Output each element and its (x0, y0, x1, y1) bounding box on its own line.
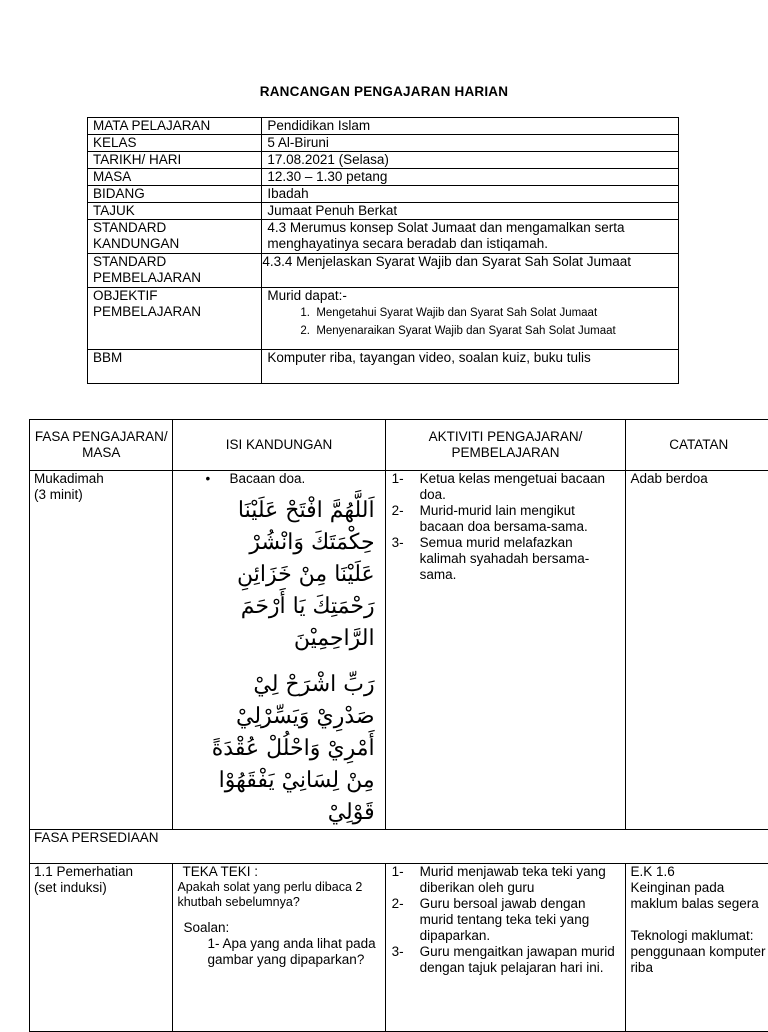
arabic-line: صَدْرِيْ وَيَسِّرْلِيْ (177, 701, 374, 733)
fasa-title: 1.1 Pemerhatian (34, 864, 168, 880)
catatan-ek: E.K 1.6 (630, 864, 767, 880)
label-tarikh: TARIKH/ HARI (88, 152, 262, 169)
arabic-line: رَبِّ اشْرَحْ لِيْ (177, 669, 374, 701)
item-number: 1. (300, 307, 310, 319)
label-line: PEMBELAJARAN (93, 304, 257, 320)
list-item (390, 864, 622, 896)
doa-iftitah (177, 495, 380, 829)
header-catatan: CATATAN (626, 420, 768, 471)
mukadimah-isi (173, 471, 385, 830)
item-text: Menyenaraikan Syarat Wajib dan Syarat Sah Solat Jumaat (316, 325, 615, 337)
value-kelas: 5 Al-Biruni (262, 135, 679, 152)
lesson-activity-table (29, 419, 768, 1032)
value-standard-kandungan: 4.3 Merumus konsep Solat Jumaat dan mengamalkan serta menghayatinya secara beradab dan istiqamah. (262, 220, 679, 254)
mukadimah-aktiviti (385, 471, 626, 830)
list-item (297, 322, 674, 340)
arabic-line: اَللَّهُمَّ افْتَحْ عَلَيْنَا (177, 495, 374, 527)
value-mata-pelajaran: Pendidikan Islam (262, 118, 679, 135)
label-mata-pelajaran: MATA PELAJARAN (88, 118, 262, 135)
teka-teki-question: Apakah solat yang perlu dibaca 2 khutbah sebelumnya? (177, 880, 380, 910)
item-text: Guru mengaitkan jawapan murid dengan tajuk pelajaran hari ini. (420, 944, 615, 975)
item-number: 3- (392, 944, 404, 960)
arabic-line: قَوْلِيْ (177, 797, 374, 829)
value-objektif (262, 288, 679, 350)
objektif-list (267, 304, 674, 340)
list-item (390, 471, 622, 503)
item-text: Murid menjawab teka teki yang diberikan oleh guru (420, 864, 606, 895)
label-bidang: BIDANG (88, 186, 262, 203)
header-aktiviti: AKTIVITI PENGAJARAN/ PEMBELAJARAN (385, 420, 626, 471)
arabic-line: مِنْ لِسَانِيْ يَفْقَهُوْا (177, 765, 374, 797)
label-standard-kandungan (88, 220, 262, 254)
item-number: 2- (392, 896, 404, 912)
label-tajuk: TAJUK (88, 203, 262, 220)
list-item (390, 944, 622, 976)
item-number: 1- (392, 471, 404, 487)
aktiviti-list (390, 864, 622, 976)
value-bidang: Ibadah (262, 186, 679, 203)
list-item: • Bacaan doa. (205, 471, 380, 487)
label-line: STANDARD (93, 254, 257, 270)
list-item (390, 535, 622, 583)
item-number: 1- (392, 864, 404, 880)
value-bbm: Komputer riba, tayangan video, soalan kuiz, buku tulis (262, 350, 679, 384)
mukadimah-catatan: Adab berdoa (626, 471, 768, 830)
soalan-item: 1- Apa yang anda lihat pada gambar yang dipaparkan? (177, 936, 380, 968)
item-number: 2- (392, 503, 404, 519)
label-line: KANDUNGAN (93, 236, 257, 252)
soalan-label: Soalan: (177, 920, 380, 936)
fasa-title: Mukadimah (34, 471, 168, 487)
label-line: OBJEKTIF (93, 288, 257, 304)
arabic-line: الرَّاحِمِيْنَ (177, 623, 374, 655)
fasa-sub: (set induksi) (34, 880, 168, 896)
objektif-intro: Murid dapat:- (267, 288, 674, 304)
arabic-line: حِكْمَتَكَ وَانْشُرْ (177, 527, 374, 559)
pemerhatian-isi (173, 864, 385, 1032)
section-persediaan: FASA PERSEDIAAN (30, 830, 768, 864)
item-number: 3- (392, 535, 404, 551)
item-number: 2. (300, 325, 310, 337)
label-bbm: BBM (88, 350, 262, 384)
label-line: STANDARD (93, 220, 257, 236)
lesson-info-table (87, 117, 679, 384)
value-tarikh: 17.08.2021 (Selasa) (262, 152, 679, 169)
item-text: Semua murid melafazkan kalimah syahadah bersama-sama. (420, 535, 590, 582)
arabic-line: رَحْمَتِكَ يَا أَرْحَمَ (177, 591, 374, 623)
value-masa: 12.30 – 1.30 petang (262, 169, 679, 186)
label-masa: MASA (88, 169, 262, 186)
aktiviti-list (390, 471, 622, 583)
mukadimah-fasa (30, 471, 173, 830)
label-standard-pembelajaran (88, 254, 262, 288)
pemerhatian-fasa (30, 864, 173, 1032)
header-fasa: FASA PENGAJARAN/ MASA (30, 420, 173, 471)
pemerhatian-catatan (626, 864, 768, 1032)
item-text: Murid-murid lain mengikut bacaan doa bersama-sama. (420, 503, 588, 534)
label-kelas: KELAS (88, 135, 262, 152)
header-isi: ISI KANDUNGAN (173, 420, 385, 471)
list-item (297, 304, 674, 322)
value-tajuk: Jumaat Penuh Berkat (262, 203, 679, 220)
item-text: Ketua kelas mengetuai bacaan doa. (420, 471, 605, 502)
arabic-line: عَلَيْنَا مِنْ خَزَائِنِ (177, 559, 374, 591)
list-item (390, 896, 622, 944)
label-line: PEMBELAJARAN (93, 270, 257, 286)
page-title: RANCANGAN PENGAJARAN HARIAN (0, 84, 768, 99)
arabic-line: أَمْرِيْ وَاحْلُلْ عُقْدَةً (177, 733, 374, 765)
item-text: Guru bersoal jawab dengan murid tentang teka teki yang dipaparkan. (420, 896, 590, 943)
label-objektif (88, 288, 262, 350)
teka-teki-label: TEKA TEKI : (177, 864, 380, 880)
pemerhatian-aktiviti (385, 864, 626, 1032)
list-item (390, 503, 622, 535)
value-standard-pembelajaran: 4.3.4 Menjelaskan Syarat Wajib dan Syarat Sah Solat Jumaat (262, 254, 679, 288)
item-text: Mengetahui Syarat Wajib dan Syarat Sah Solat Jumaat (316, 307, 597, 319)
catatan-teknologi: Teknologi maklumat: penggunaan komputer riba (630, 928, 767, 976)
fasa-time: (3 minit) (34, 487, 168, 503)
catatan-keinginan: Keinginan pada maklum balas segera (630, 880, 767, 912)
